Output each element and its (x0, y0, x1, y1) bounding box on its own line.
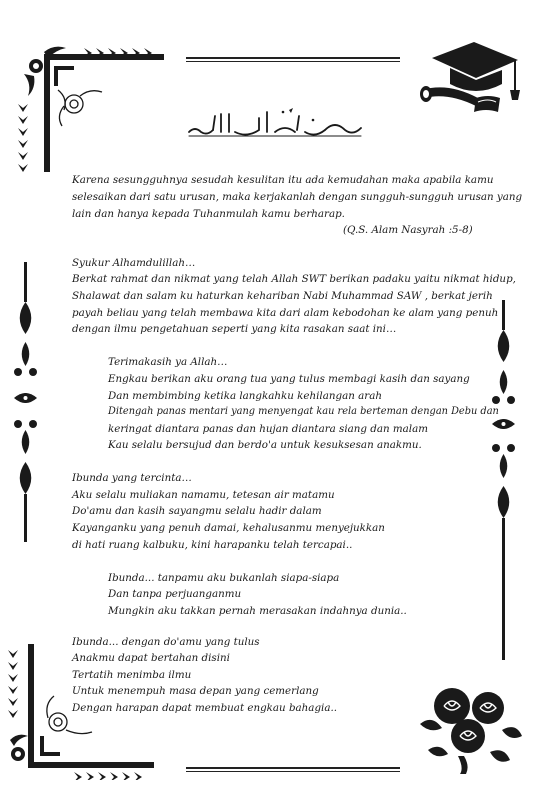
verse-citation: (Q.S. Alam Nasyrah :5-8) (343, 224, 473, 236)
mother2-line-1: Ibunda... tanpamu aku bukanlah siapa-siapa (108, 572, 340, 584)
closing-line-2: Anakmu dapat bertahan disini (72, 652, 230, 664)
closing-line-5: Dengan harapan dapat membuat engkau bahagia.. (72, 702, 338, 714)
closing-line-3: Tertatih menimba ilmu (72, 669, 192, 681)
opening-line-2: selesaikan dari satu urusan, maka kerjakanlah dengan sungguh-sungguh urusan yang (72, 191, 523, 203)
prayer-line-6: Kau selalu bersujud dan berdo'a untuk kesuksesan anakmu. (108, 439, 422, 451)
gratitude-line-1: Syukur Alhamdulillah… (72, 257, 196, 269)
gratitude-line-3: Shalawat dan salam ku haturkan kehariban Nabi Muhammad SAW , berkat jerih (72, 290, 493, 302)
opening-line-3: lain dan hanya kepada Tuhanmulah kamu berharap. (72, 208, 345, 220)
mother1-line-1: Ibunda yang tercinta… (72, 472, 192, 484)
bottom-divider-rule (186, 767, 400, 769)
prayer-line-5: keringat diantara panas dan hujan diantara siang dan malam (108, 423, 428, 435)
mother1-line-5: di hati ruang kalbuku, kini harapanku telah tercapai.. (72, 539, 353, 551)
chevron-row-bottom (74, 772, 142, 780)
chevron-column-left (18, 104, 28, 172)
mother2-line-3: Mungkin aku takkan pernah merasakan indahnya dunia.. (108, 605, 407, 617)
mother1-line-3: Do'amu dan kasih sayangmu selalu hadir dalam (72, 505, 322, 517)
top-divider-rule (186, 57, 400, 59)
graduation-cap-icon (418, 40, 528, 120)
prayer-line-2: Engkau berikan aku orang tua yang tulus membagi kasih dan sayang (108, 373, 470, 385)
basmalah-calligraphy (185, 106, 365, 142)
gratitude-line-5: dengan ilmu pengetahuan seperti yang kita rasakan saat ini… (72, 323, 397, 335)
side-ornament-right (488, 300, 520, 660)
gratitude-line-4: payah beliau yang telah membawa kita dari alam kebodohan ke alam yang penuh (72, 307, 499, 319)
gratitude-line-2: Berkat rahmat dan nikmat yang telah Allah SWT berikan padaku yaitu nikmat hidup, (72, 273, 516, 285)
mother1-line-2: Aku selalu muliakan namamu, tetesan air matamu (72, 489, 335, 501)
prayer-line-3: Dan membimbing ketika langkahku kehilangan arah (108, 390, 382, 402)
side-ornament-left (10, 262, 42, 542)
closing-line-4: Untuk menempuh masa depan yang cemerlang (72, 685, 319, 697)
closing-line-1: Ibunda... dengan do'amu yang tulus (72, 636, 260, 648)
corner-ornament-top-left (14, 44, 174, 179)
prayer-line-1: Terimakasih ya Allah… (108, 356, 228, 368)
prayer-line-4: Ditengah panas mentari yang menyengat kau rela berteman dengan Debu dan (108, 406, 499, 417)
mother2-line-2: Dan tanpa perjuanganmu (108, 588, 242, 600)
mother1-line-4: Kayanganku yang penuh damai, kehalusanmu menyejukkan (72, 522, 385, 534)
chevron-column-left-bottom (8, 650, 18, 718)
roses-icon (418, 684, 524, 774)
opening-line-1: Karena sesungguhnya sesudah kesulitan itu ada kemudahan maka apabila kamu (72, 174, 494, 186)
